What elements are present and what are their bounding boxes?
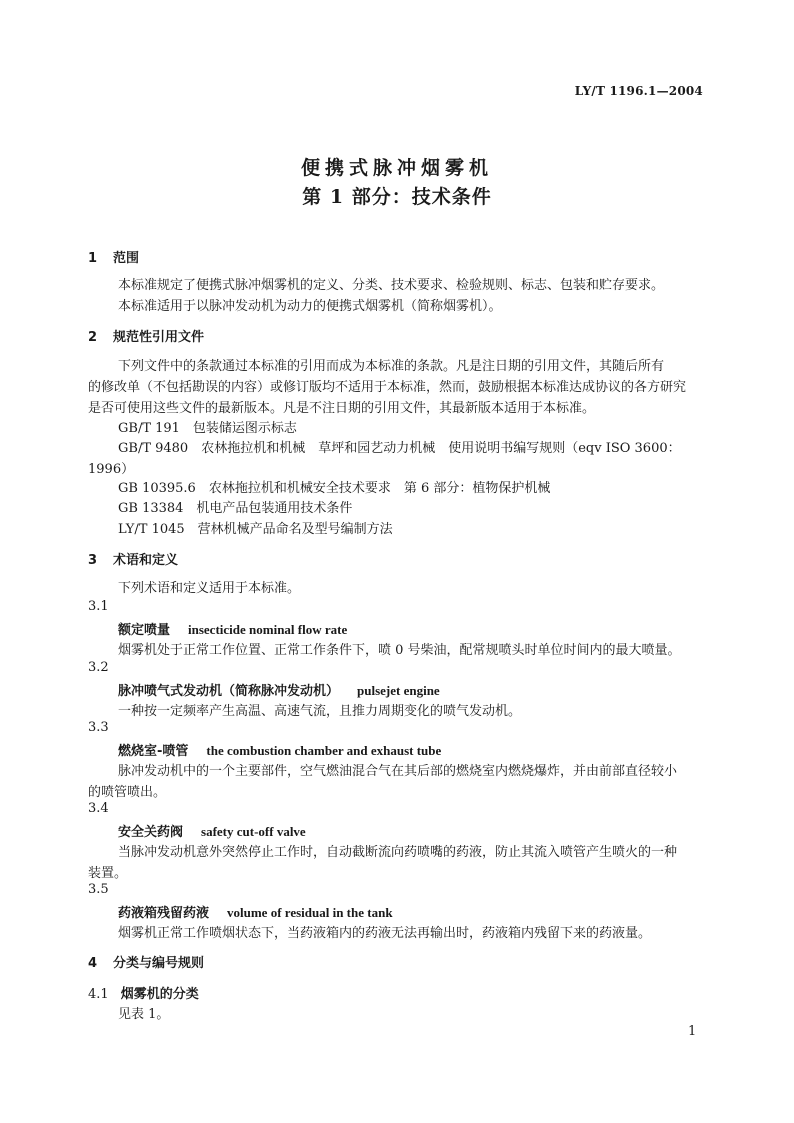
term-definition: 当脉冲发动机意外突然停止工作时，自动截断流向药喷嘴的药液，防止其流入喷管产生喷火的一种 — [118, 845, 678, 860]
term-entry — [118, 821, 306, 840]
section-3-heading — [88, 549, 178, 568]
subsection-number: 4.1 — [88, 987, 109, 1002]
term-definition: 脉冲发动机中的一个主要部件，空气燃油混合气在其后部的燃烧室内燃烧爆炸，并由前部直径较小 — [118, 764, 678, 779]
term-entry — [118, 680, 440, 699]
reference-item: GB 13384 机电产品包装通用技术条件 — [118, 501, 353, 516]
section-title: 范围 — [113, 251, 140, 266]
term-chinese: 脉冲喷气式发动机（简称脉冲发动机） — [118, 684, 340, 699]
term-entry — [118, 902, 393, 921]
section-2-heading — [88, 326, 204, 345]
term-entry — [118, 619, 347, 638]
reference-item: GB 10395.6 农林拖拉机和机械安全技术要求 第 6 部分：植物保护机械 — [118, 481, 551, 496]
paragraph: 本标准适用于以脉冲发动机为动力的便携式烟雾机（简称烟雾机）。 — [118, 299, 502, 314]
term-english: the combustion chamber and exhaust tube — [206, 743, 442, 758]
reference-item: LY/T 1045 营林机械产品命名及型号编制方法 — [118, 522, 393, 537]
standard-code: LY/T 1196.1—2004 — [574, 84, 703, 98]
section-title: 术语和定义 — [113, 553, 179, 568]
paragraph-line: 是否可使用这些文件的最新版本。凡是不注日期的引用文件，其最新版本适用于本标准。 — [88, 401, 596, 416]
term-number: 3.1 — [88, 599, 109, 614]
section-number: 4 — [88, 956, 98, 971]
term-definition-continued: 装置。 — [88, 866, 128, 881]
reference-item: GB/T 191 包装储运图示标志 — [118, 421, 297, 436]
term-chinese: 安全关药阀 — [118, 825, 184, 840]
term-number: 3.4 — [88, 801, 109, 816]
term-english: volume of residual in the tank — [227, 905, 393, 920]
reference-item-continued: 1996） — [88, 462, 135, 477]
term-definition: 一种按一定频率产生高温、高速气流，且推力周期变化的喷气发动机。 — [118, 704, 522, 719]
term-chinese: 额定喷量 — [118, 623, 171, 638]
section-number: 1 — [88, 251, 98, 266]
section-number: 2 — [88, 330, 98, 345]
term-english: insecticide nominal flow rate — [188, 622, 348, 637]
term-chinese: 药液箱残留药液 — [118, 906, 210, 921]
paragraph-line: 下列文件中的条款通过本标准的引用而成为本标准的条款。凡是注日期的引用文件，其随后所有 — [118, 359, 665, 374]
section-4-heading — [88, 952, 204, 971]
section-number: 3 — [88, 553, 98, 568]
term-definition-continued: 的喷管喷出。 — [88, 785, 167, 800]
paragraph: 下列术语和定义适用于本标准。 — [118, 581, 301, 596]
term-entry — [118, 740, 441, 759]
term-definition: 烟雾机正常工作喷烟状态下，当药液箱内的药液无法再输出时，药液箱内残留下来的药液量。 — [118, 926, 652, 941]
section-title: 规范性引用文件 — [113, 330, 205, 345]
subsection-title: 烟雾机的分类 — [120, 987, 199, 1002]
term-chinese: 燃烧室-喷管 — [118, 744, 189, 759]
subsection-4-1-heading — [88, 983, 199, 1002]
term-english: pulsejet engine — [357, 683, 440, 698]
term-number: 3.5 — [88, 882, 109, 897]
page-number: 1 — [688, 1024, 697, 1039]
paragraph: 本标准规定了便携式脉冲烟雾机的定义、分类、技术要求、检验规则、标志、包装和贮存要求。 — [118, 278, 665, 293]
document-subtitle: 第 1 部分：技术条件 — [302, 186, 492, 208]
paragraph-line: 的修改单（不包括勘误的内容）或修订版均不适用于本标准，然而，鼓励根据本标准达成协议的各方研究 — [88, 380, 687, 395]
term-definition: 烟雾机处于正常工作位置、正常工作条件下，喷 0 号柴油，配常规喷头时单位时间内的最大喷量。 — [118, 643, 681, 658]
reference-item: GB/T 9480 农林拖拉机和机械 草坪和园艺动力机械 使用说明书编写规则（eqv ISO 3600： — [118, 441, 681, 456]
term-number: 3.3 — [88, 720, 109, 735]
section-title: 分类与编号规则 — [113, 956, 205, 971]
section-1-heading — [88, 247, 139, 266]
paragraph: 见表 1。 — [118, 1007, 170, 1022]
document-title: 便携式脉冲烟雾机 — [300, 157, 493, 179]
term-english: safety cut-off valve — [201, 824, 306, 839]
term-number: 3.2 — [88, 660, 109, 675]
